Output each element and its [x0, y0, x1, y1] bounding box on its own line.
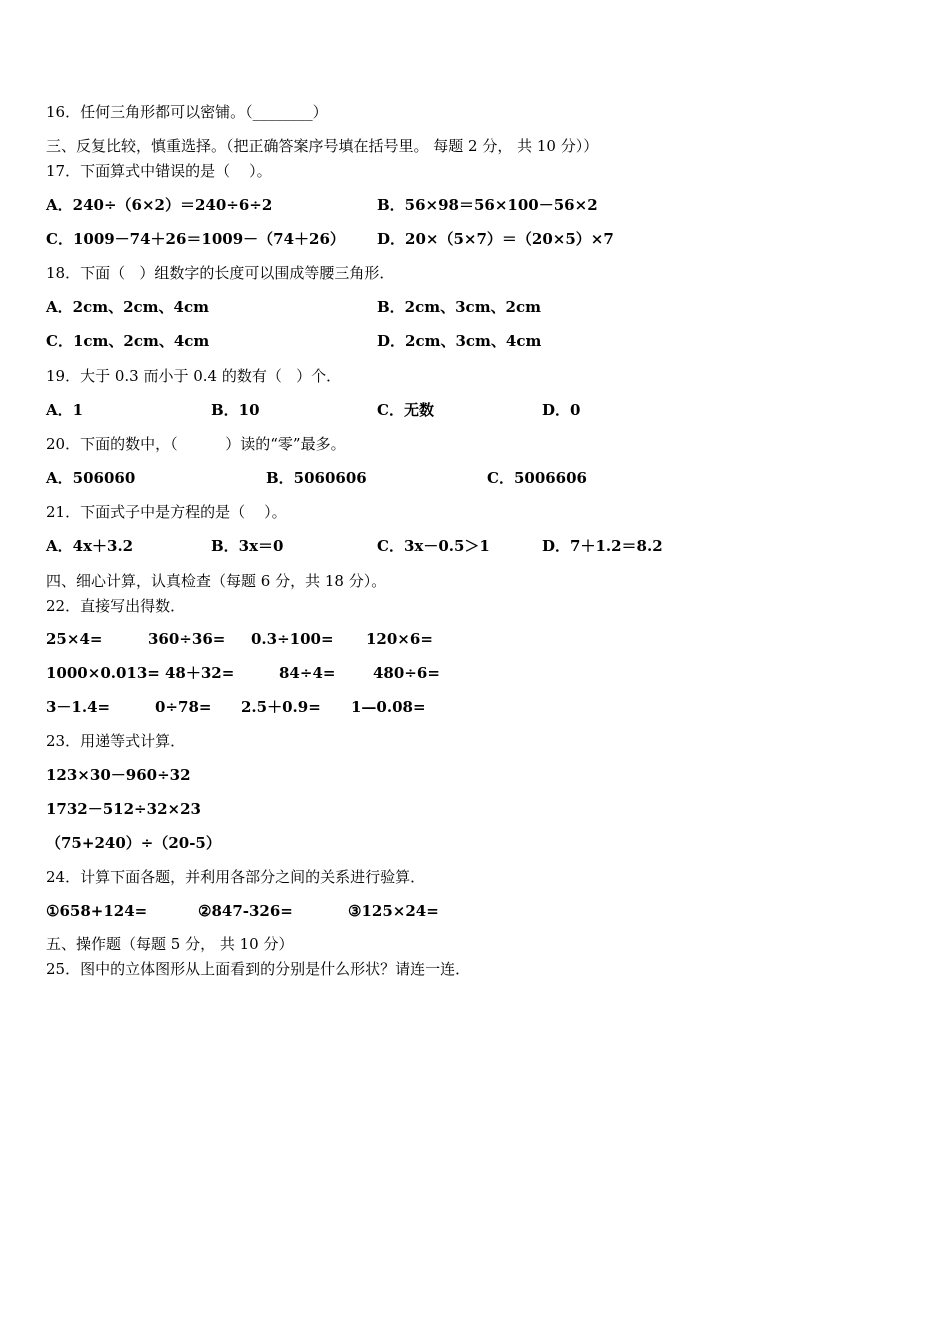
question-24-stem: 24．计算下面各题，并利用各部分之间的关系进行验算．: [46, 868, 426, 886]
section-4-heading: 四、细心计算，认真检查（每题 6 分，共 18 分）。: [46, 572, 387, 590]
calc-item: 0÷78=: [155, 698, 212, 716]
question-17-option-b: B．56×98＝56×100－56×2: [377, 196, 598, 214]
question-21-option-d: D．7＋1.2＝8.2: [542, 537, 663, 555]
question-17-option-c: C．1009－74＋26＝1009－（74＋26）: [46, 230, 345, 248]
section-5-heading: 五、操作题（每题 5 分， 共 10 分）: [46, 935, 294, 953]
calc-item: 84÷4=: [279, 664, 336, 682]
question-21-option-b: B．3x＝0: [211, 537, 284, 555]
expression-1: 123×30－960÷32: [46, 766, 191, 784]
question-19-option-a: A．1: [46, 401, 84, 419]
question-18-stem: 18．下面（ ）组数字的长度可以围成等腰三角形．: [46, 264, 395, 282]
calc-item: 0.3÷100=: [251, 630, 334, 648]
verify-item-1: ①658+124=: [46, 902, 148, 920]
question-25: 25．图中的立体图形从上面看到的分别是什么形状？请连一连．: [46, 960, 471, 978]
question-21-option-a: A．4x＋3.2: [46, 537, 134, 555]
question-18-option-a: A．2cm、2cm、4cm: [46, 298, 209, 316]
question-19-stem: 19．大于 0.3 而小于 0.4 的数有（ ）个．: [46, 367, 342, 385]
question-19-option-c: C．无数: [377, 401, 434, 419]
question-18-option-d: D．2cm、3cm、4cm: [377, 332, 542, 350]
verify-item-2: ②847-326=: [198, 902, 293, 920]
question-18-option-b: B．2cm、3cm、2cm: [377, 298, 542, 316]
question-20-option-b: B．5060606: [266, 469, 367, 487]
question-16: 16．任何三角形都可以密铺。（________）: [46, 103, 328, 121]
expression-3: （75+240）÷（20-5）: [46, 834, 221, 852]
question-17-option-a: A．240÷（6×2）＝240÷6÷2: [46, 196, 273, 214]
calc-item: 48＋32=: [165, 664, 235, 682]
question-23-stem: 23．用递等式计算．: [46, 732, 186, 750]
verify-item-3: ③125×24=: [348, 902, 439, 920]
question-17-stem: 17．下面算式中错误的是（ ）。: [46, 162, 272, 180]
question-21-option-c: C．3x－0.5＞1: [377, 537, 490, 555]
question-20-stem: 20．下面的数中，（ ）读的“零”最多。: [46, 435, 346, 453]
question-19-option-b: B．10: [211, 401, 260, 419]
calc-item: 1—0.08=: [351, 698, 426, 716]
calc-item: 1000×0.013=: [46, 664, 160, 682]
question-22-stem: 22．直接写出得数．: [46, 597, 186, 615]
question-20-option-a: A．506060: [46, 469, 136, 487]
question-18-option-c: C．1cm、2cm、4cm: [46, 332, 210, 350]
calc-item: 2.5＋0.9=: [241, 698, 321, 716]
calc-item: 120×6=: [366, 630, 433, 648]
calc-item: 360÷36=: [148, 630, 226, 648]
calc-item: 25×4=: [46, 630, 103, 648]
section-3-heading: 三、反复比较，慎重选择。（把正确答案序号填在括号里。 每题 2 分， 共 10 分））: [46, 137, 599, 155]
question-20-option-c: C．5006606: [487, 469, 587, 487]
question-17-option-d: D．20×（5×7）＝（20×5）×7: [377, 230, 614, 248]
expression-2: 1732－512÷32×23: [46, 800, 201, 818]
question-21-stem: 21．下面式子中是方程的是（ ）。: [46, 503, 287, 521]
calc-item: 480÷6=: [373, 664, 440, 682]
calc-item: 3－1.4=: [46, 698, 111, 716]
question-19-option-d: D．0: [542, 401, 581, 419]
